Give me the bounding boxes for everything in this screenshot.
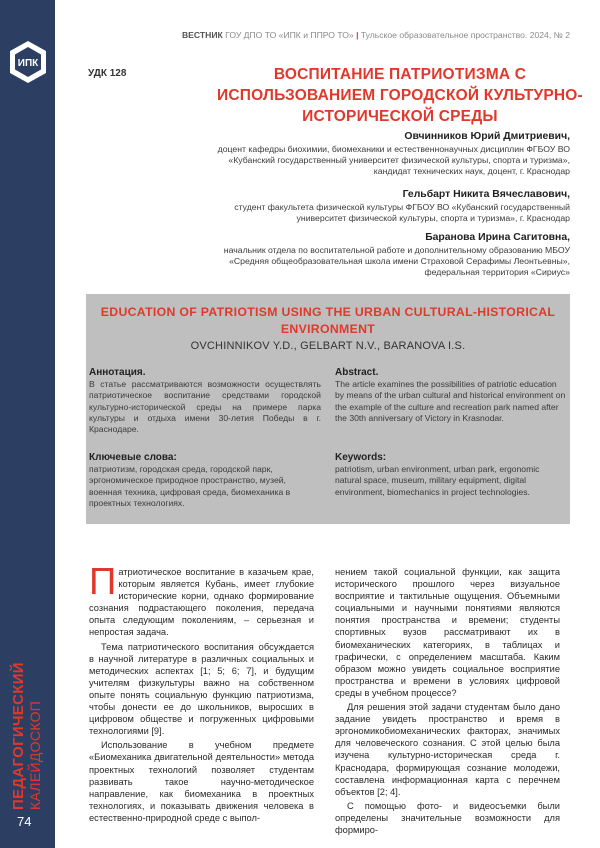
article-title: ВОСПИТАНИЕ ПАТРИОТИЗМА С ИСПОЛЬЗОВАНИЕМ ГОРОДСКОЙ КУЛЬТУРНО-ИСТОРИЧЕСКОЙ СРЕДЫ — [217, 66, 583, 125]
body-paragraph: С помощью фото- и видеосъемки были определены значительные возможности для формиро- — [335, 800, 560, 835]
author-affiliation: начальник отдела по воспитательной работе и дополнительному образованию МБОУ «Средняя общеобразовательная школа имени Страховой Серафимы Леонтьевны», федеральная территория «Сириус» — [223, 245, 570, 277]
drop-cap: П — [89, 561, 117, 603]
abstract-ru-heading: Аннотация. — [89, 367, 146, 378]
author-block — [210, 131, 570, 177]
header-separator: | — [356, 30, 359, 40]
journal-name: ВЕСТНИК — [181, 30, 223, 40]
english-title: EDUCATION OF PATRIOTISM USING THE URBAN CULTURAL-HISTORICAL ENVIRONMENT — [100, 305, 556, 336]
section-title: ПЕДАГОГИЧЕСКИЙ — [10, 662, 27, 810]
keywords-ru-heading: Ключевые слова: — [89, 452, 177, 463]
english-authors: OVCHINNIKOV Y.D., GELBART N.V., BARANOVA I.S. — [190, 340, 466, 352]
abstract-en — [335, 367, 567, 424]
series-name: Тульское образовательное пространство. 2024, № 2 — [360, 30, 570, 40]
running-header — [182, 30, 570, 40]
section-label — [3, 650, 58, 810]
logo-text: ИПК — [17, 58, 39, 69]
body-column-right — [335, 566, 560, 838]
sidebar — [0, 0, 55, 848]
keywords-en-text: patriotism, urban environment, urban park, ergonomic natural space, museum, military equipment, digital environment, biomechanics in project technologies. — [335, 464, 540, 497]
author-block — [210, 189, 570, 224]
institute-logo-icon — [9, 40, 47, 84]
author-name: Гельбарт Никита Вячеславович, — [402, 189, 570, 200]
body-paragraph: Использование в учебном предмете «Биомеханика двигательной деятельности» метода проектных технологий позволяет студентам развивать такое научно-методическое направление, как биомеханика в проектных технологиях, и показывать движения человека в естественно-природной среде с выпол- — [89, 740, 314, 823]
body-paragraph: Тема патриотического воспитания обсуждается в научной литературе в различных социальных и методических аспектах [1; 5; 6; 7], и будущим учителям физкультуры важно на собственном опыте понять социальную функцию патриотизма, чтобы донести ее до школьников, выросших в цифровом обществе и погруженных цифровыми технологиями [9]. — [89, 641, 314, 737]
keywords-en — [335, 452, 567, 498]
abstract-en-heading: Abstract. — [335, 367, 379, 378]
page-number: 74 — [17, 814, 32, 829]
author-name: Овчинников Юрий Дмитриевич, — [404, 131, 570, 142]
author-block — [190, 232, 570, 278]
body-paragraph: Патриотическое воспитание в казачьем крае, которым является Кубань, имеет глубокие исторические корни, однако формирование сознания подрастающего поколения, передача опыта следующим поколениям, – серьезная и непростая задача. — [89, 561, 314, 638]
author-affiliation: студент факультета физической культуры ФГБОУ ВО «Кубанский государственный университет физической культуры, спорта и туризма», г. Краснодар — [234, 202, 570, 223]
body-paragraph: Для решения этой задачи студентам было дано задание увидеть пространство и время в эргономикобиомеханических факторах, значимых для человеческого сознания. С этой целью была изучена культурно-историческая среда г. Краснодара, формирующая сознание молодежи, составлена информационная карта с перечнем объектов [2; 4]. — [335, 702, 560, 797]
udk-code: УДК 128 — [88, 68, 127, 79]
keywords-ru — [89, 452, 321, 509]
abstract-en-text: The article examines the possibilities of patriotic education by means of the urban cultural and historical environment on the example of the culture and recreation park named after the 30th anniversary of Victory in Krasnodar. — [335, 379, 566, 423]
abstract-box — [86, 294, 570, 524]
abstract-ru — [89, 367, 321, 435]
abstract-ru-text: В статье рассматриваются возможности осуществлять патриотическое воспитание средствами городской культурно-исторической среды на примере парка культуры и отдыха имени 30-летия Победы в г. Краснодаре. — [89, 379, 321, 435]
keywords-ru-text: патриотизм, городская среда, городской парк, эргономическое природное пространство, музей, военная техника, цифровая среда, биомеханика в проектных технологиях. — [89, 464, 291, 508]
section-subtitle: КАЛЕЙДОСКОП — [27, 700, 43, 810]
body-column-left — [89, 561, 314, 826]
keywords-en-heading: Keywords: — [335, 452, 387, 463]
publisher: ГОУ ДПО ТО «ИПК и ППРО ТО» — [225, 30, 354, 40]
author-name: Баранова Ирина Сагитовна, — [425, 232, 570, 243]
body-paragraph: нением такой социальной функции, как защита исторического прошлого через визуальное восприятие и тактильные ощущения. Объемными социальными и научными понятиями являются понятия пространства и времени; студенты спортивных вузов рассматривают их в биомеханических категориях, в таблицах и графически, с определением масштаба. Каким образом можно увидеть социальное восприятие пространства и времени в условиях цифровой среды в учебном процессе? — [335, 567, 560, 698]
author-affiliation: доцент кафедры биохимии, биомеханики и естественнонаучных дисциплин ФГБОУ ВО «Кубанский государственный университет физической культуры, спорта и туризма», кандидат технических наук, доцент, г. Краснодар — [217, 144, 570, 176]
